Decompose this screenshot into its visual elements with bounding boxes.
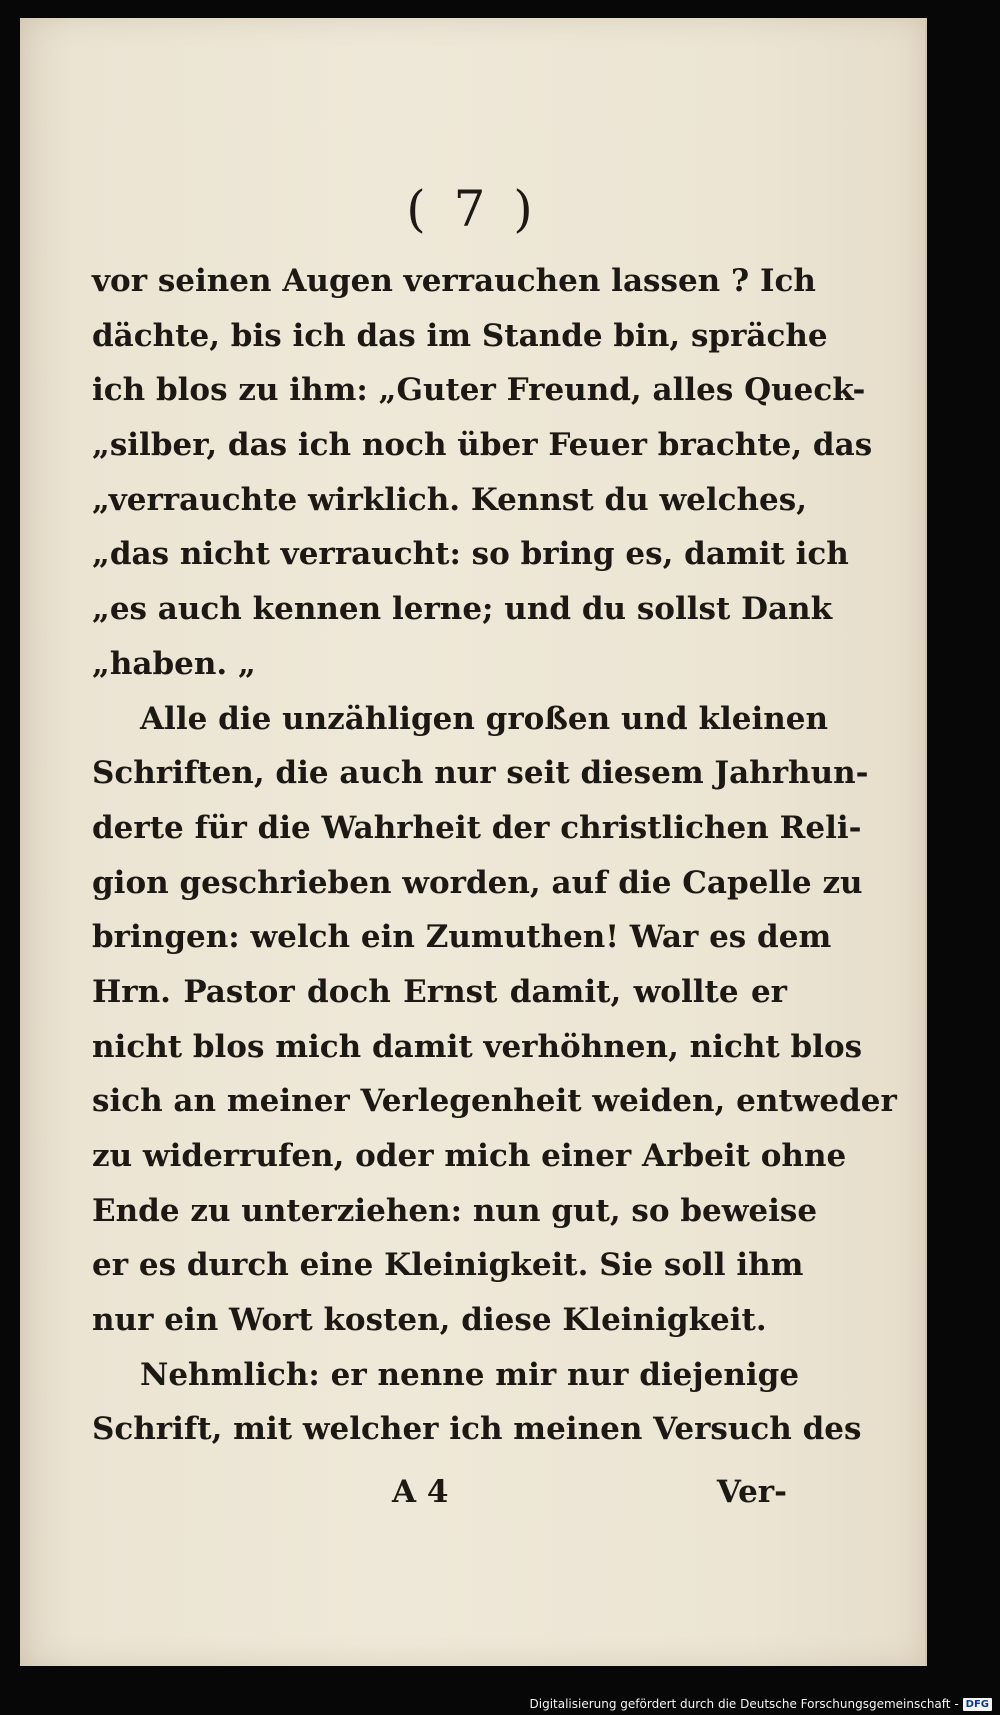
page-number: ( 7 ): [406, 180, 539, 238]
text-line: ich blos zu ihm: „Guter Freund, alles Queck-: [92, 372, 866, 409]
signature-mark: A 4: [392, 1474, 449, 1510]
text-line: Nehmlich: er nenne mir nur diejenige: [140, 1356, 800, 1393]
text-line: nur ein Wort kosten, diese Kleinigkeit.: [92, 1302, 767, 1339]
text-line: „haben. „: [92, 645, 256, 682]
page-footer: [92, 1468, 787, 1528]
text-line: Schriften, die auch nur seit diesem Jahrhun-: [92, 755, 869, 792]
text-line: derte für die Wahrheit der christlichen Reli-: [92, 809, 862, 846]
text-line: Hrn. Pastor doch Ernst damit, wollte er: [92, 973, 787, 1010]
page-body-text: [92, 254, 897, 1457]
text-line: sich an meiner Verlegenheit weiden, entweder: [92, 1083, 897, 1120]
text-line: nicht blos mich damit verhöhnen, nicht blos: [92, 1028, 863, 1065]
digitization-credit: [530, 1697, 993, 1711]
text-line: gion geschrieben worden, auf die Capelle zu: [92, 864, 863, 901]
text-line: „das nicht verraucht: so bring es, damit ich: [92, 536, 849, 573]
text-line: „verrauchte wirklich. Kennst du welches,: [92, 481, 808, 518]
text-line: bringen: welch ein Zumuthen! War es dem: [92, 919, 832, 956]
text-line: dächte, bis ich das im Stande bin, spräche: [92, 317, 828, 354]
text-line: er es durch eine Kleinigkeit. Sie soll ihm: [92, 1247, 804, 1284]
text-line: „es auch kennen lerne; und du sollst Dank: [92, 591, 833, 628]
text-line: zu widerrufen, oder mich einer Arbeit ohne: [92, 1138, 847, 1174]
dfg-logo-icon: DFG: [963, 1698, 992, 1711]
text-line: Ende zu unterziehen: nun gut, so beweise: [92, 1192, 818, 1229]
credit-text: Digitalisierung gefördert durch die Deutsche Forschungsgemeinschaft -: [529, 1697, 959, 1711]
book-page: [20, 18, 927, 1666]
text-line: „silber, das ich noch über Feuer brachte, das: [92, 427, 873, 464]
text-line: vor seinen Augen verrauchen lassen ? Ich: [92, 263, 816, 299]
text-line: Schrift, mit welcher ich meinen Versuch des: [92, 1411, 862, 1448]
catchword: Ver-: [716, 1474, 787, 1510]
text-line: Alle die unzähligen großen und kleinen: [140, 700, 829, 737]
